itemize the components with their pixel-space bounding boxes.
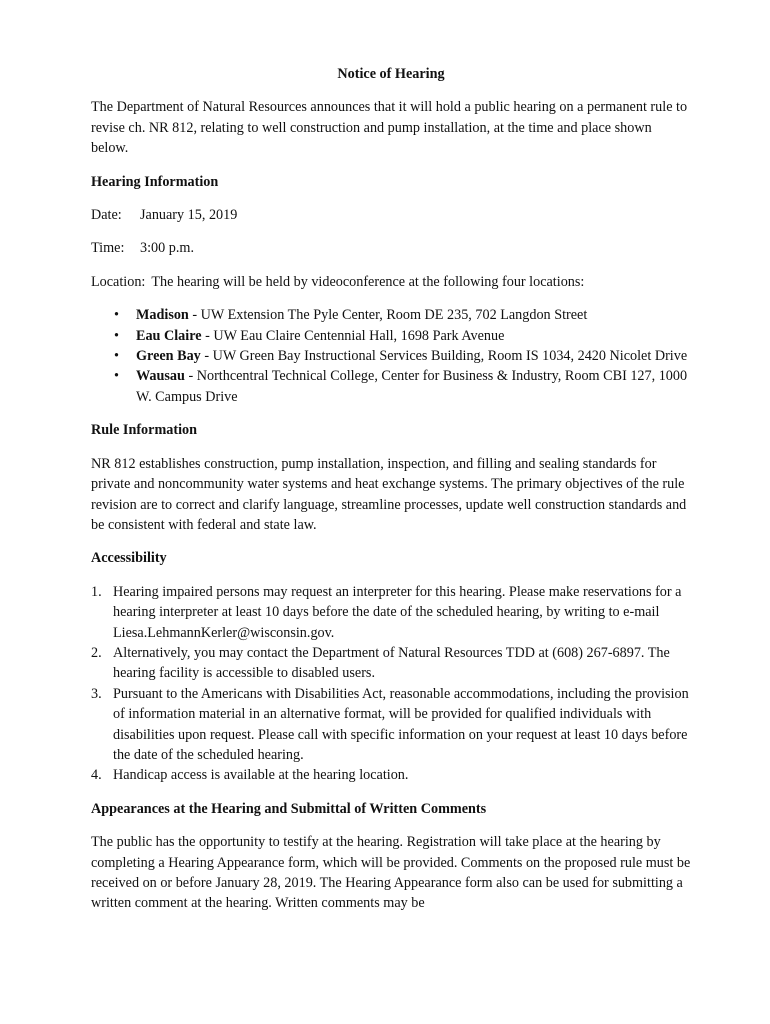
accessibility-item [91,582,691,643]
location-name: Madison [136,307,189,324]
location-item [91,326,691,346]
location-name: Wausau [136,368,185,385]
document-title: Notice of Hearing [337,66,445,82]
location-value: The hearing will be held by videoconference at the following four locations: [151,273,585,290]
appearances-heading: Appearances at the Hearing and Submittal of Written Comments [91,800,487,817]
location-detail: - UW Eau Claire Centennial Hall, 1698 Park Avenue [201,327,505,344]
date-value: January 15, 2019 [140,207,238,224]
item-text: Handicap access is available at the hearing location. [113,767,409,784]
date-label: Date: [91,207,122,224]
location-name: Green Bay [136,348,201,365]
locations-list [91,305,691,407]
date-line [91,205,691,225]
location-detail: - UW Green Bay Instructional Services Building, Room IS 1034, 2420 Nicolet Drive [200,348,688,365]
item-number: 1. [91,583,102,600]
item-text: Pursuant to the Americans with Disabilities Act, reasonable accommodations, including the provision of information material in an alternative format, will be provided for qualified individuals with disabilities upon request. Please call with specific information on your request at least 10 days before the date of the scheduled hearing. [113,685,689,763]
bullet-icon: • [114,327,119,344]
time-value: 3:00 p.m. [140,240,194,257]
location-detail: - UW Extension The Pyle Center, Room DE 235, 702 Langdon Street [188,307,588,324]
rule-paragraph: NR 812 establishes construction, pump installation, inspection, and filling and sealing standards for private and noncommunity water systems and heat exchange systems. The primary objectives of the rule revision are to correct and clarify language, streamline processes, update well construction standards and be consistent with federal and state law. [91,455,687,533]
location-line [91,272,691,292]
intro-paragraph: The Department of Natural Resources announces that it will hold a public hearing on a permanent rule to revise ch. NR 812, relating to well construction and pump installation, at the time and place shown below. [91,99,688,157]
time-line [91,238,691,258]
location-name: Eau Claire [136,327,202,344]
bullet-icon: • [114,368,119,385]
location-item [91,366,691,407]
accessibility-item [91,684,691,766]
accessibility-heading: Accessibility [91,550,167,567]
location-detail: - Northcentral Technical College, Center for Business & Industry, Room CBI 127, 1000 W. Campus Drive [136,368,688,405]
bullet-icon: • [114,307,119,324]
accessibility-item [91,643,691,684]
item-number: 3. [91,685,102,702]
location-label: Location: [91,273,146,290]
bullet-icon: • [114,348,119,365]
location-item [91,346,691,366]
item-text: Alternatively, you may contact the Department of Natural Resources TDD at (608) 267-6897. The hearing facility is accessible to disabled users. [113,644,670,682]
document-body [91,64,691,927]
appearances-paragraph: The public has the opportunity to testify at the hearing. Registration will take place at the hearing by completing a Hearing Appearance form, which will be provided. Comments on the proposed rule must be received on or before January 28, 2019. The Hearing Appearance form also can be used for submitting a written comment at the hearing. Written comments may be [91,834,691,912]
rule-heading: Rule Information [91,422,198,439]
accessibility-item [91,765,691,785]
hearing-heading: Hearing Information [91,173,219,190]
time-label: Time: [91,240,125,257]
item-number: 4. [91,767,102,784]
location-item [91,305,691,325]
item-number: 2. [91,644,102,661]
item-text: Hearing impaired persons may request an interpreter for this hearing. Please make reservations for a hearing interpreter at least 10 days before the date of the scheduled hearing, by writing to e-mail Liesa.LehmannKerler@wisconsin.gov. [113,583,682,641]
accessibility-list [91,582,691,786]
